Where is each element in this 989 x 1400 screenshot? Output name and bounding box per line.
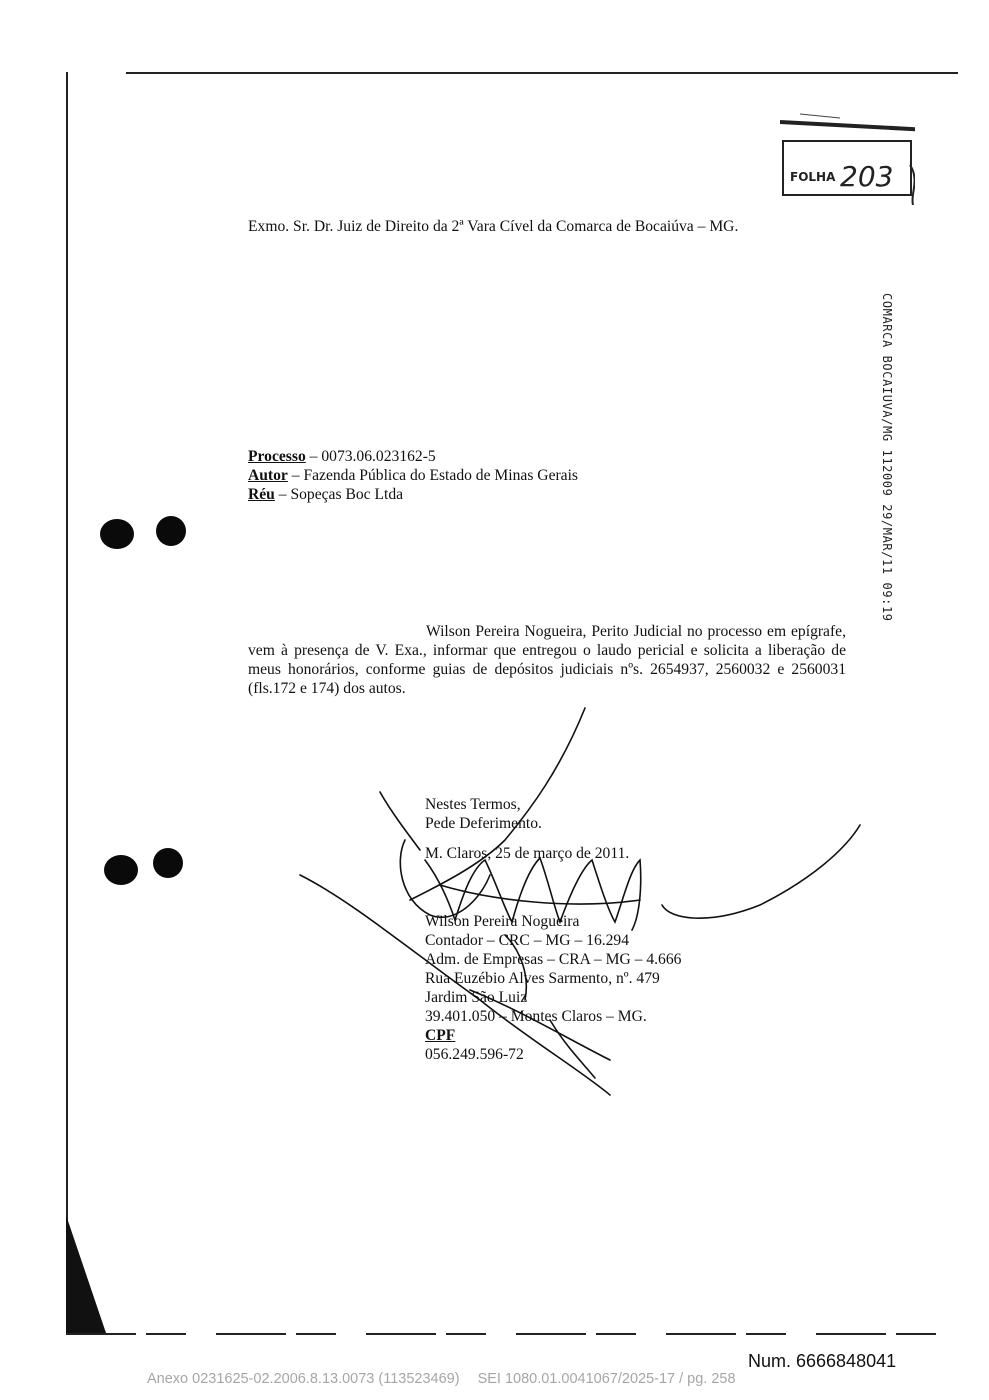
defendant-line <box>248 485 578 504</box>
cpf-value: 056.249.596-72 <box>425 1046 524 1063</box>
document-number: Num. 6666848041 <box>748 1351 897 1371</box>
place-date: M. Claros, 25 de março de 2011. <box>425 845 630 862</box>
process-line <box>248 447 578 466</box>
scan-shadow-corner <box>66 1215 106 1333</box>
signer-street: Rua Euzébio Alves Sarmento, nº. 479 <box>425 970 660 987</box>
signer-contador: Contador – CRC – MG – 16.294 <box>425 932 630 949</box>
signer-city: 39.401.050 – Montes Claros – MG. <box>425 1008 647 1025</box>
punch-hole <box>153 848 183 878</box>
author-label: Autor <box>248 467 288 484</box>
signer-adm: Adm. de Empresas – CRA – MG – 4.666 <box>425 951 682 968</box>
defendant-value: – Sopeças Boc Ltda <box>274 486 404 503</box>
request-paragraph: Wilson Pereira Nogueira, Perito Judicial no processo em epígrafe, vem à presença de V. Exa., informar que entregou o laudo pericial e solicita a liberação de meus honorários, conforme guias de depósitos judiciais nºs. 2654937, 2560032 e 2560031 (fls.172 e 174) dos autos. <box>248 623 846 697</box>
annex-reference <box>147 1371 736 1387</box>
signer-name: Wilson Pereira Nogueira <box>425 913 580 930</box>
punch-hole <box>104 855 138 885</box>
closing-line-1: Nestes Termos, <box>425 796 521 813</box>
scan-border-left <box>66 72 68 1334</box>
author-value: – Fazenda Pública do Estado de Minas Gerais <box>287 467 579 484</box>
case-info <box>248 447 578 504</box>
punch-hole <box>100 519 134 549</box>
folha-number: 203 <box>840 160 894 193</box>
punch-hole <box>156 516 186 546</box>
process-value: – 0073.06.023162-5 <box>305 448 436 465</box>
scan-border-bottom <box>66 1333 958 1335</box>
addressee-line: Exmo. Sr. Dr. Juiz de Direito da 2ª Vara Cível da Comarca de Bocaiúva – MG. <box>248 218 739 235</box>
cpf-label: CPF <box>425 1027 456 1044</box>
annex-id: Anexo 0231625-02.2006.8.13.0073 (113523469) <box>147 1371 460 1387</box>
protocol-stamp: COMARCA BOCAIUVA/MG 112009 29/MAR/11 09:19 <box>880 293 894 622</box>
defendant-label: Réu <box>248 486 275 503</box>
sei-reference: SEI 1080.01.0041067/2025-17 / pg. 258 <box>477 1371 736 1387</box>
closing-line-2: Pede Deferimento. <box>425 815 542 832</box>
folha-label: FOLHA <box>790 170 836 184</box>
signer-district: Jardim São Luiz <box>425 989 528 1006</box>
process-label: Processo <box>248 448 306 465</box>
handwritten-signature <box>290 700 870 1110</box>
author-line <box>248 466 578 485</box>
scan-border-gap <box>66 72 126 74</box>
scan-border-top <box>66 72 958 74</box>
